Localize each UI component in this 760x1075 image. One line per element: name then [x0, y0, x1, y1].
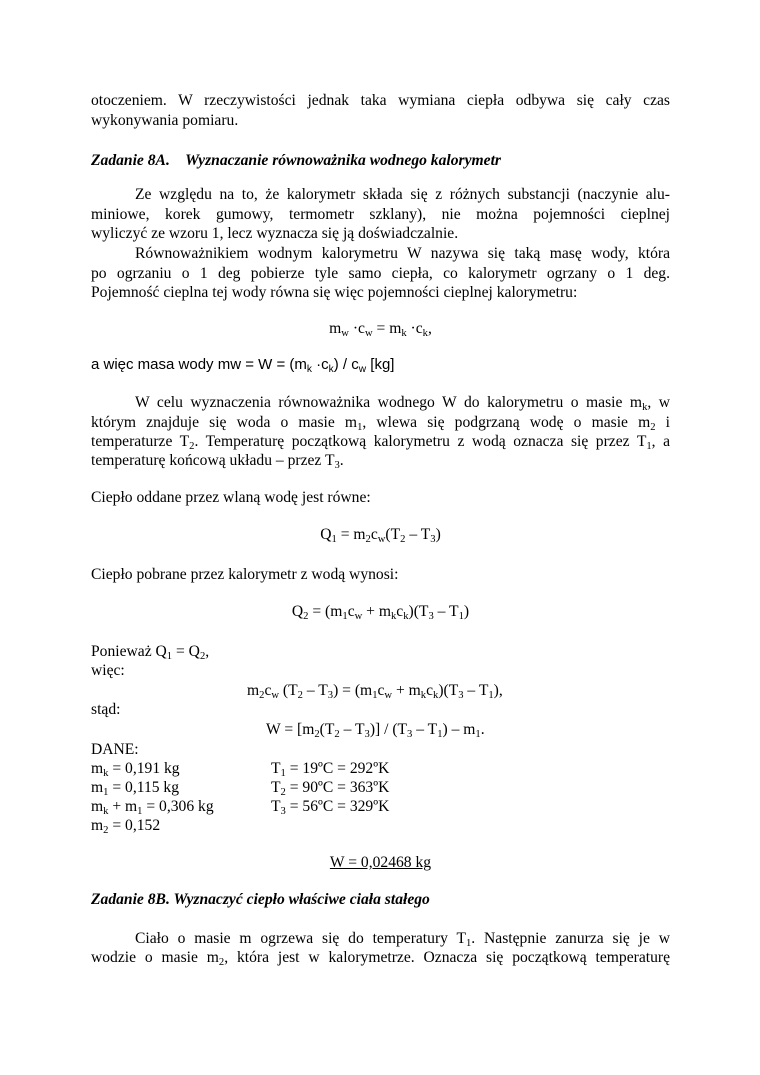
section-8a-heading-number: Zadanie 8A.	[91, 152, 170, 169]
p1-line-1: Ze względu na to, że kalorymetr składa się z różnych substancji (naczynie alu-	[135, 186, 670, 203]
given-label: DANE:	[91, 741, 139, 758]
given-mk: $m_k = 0,191$ kg	[91, 760, 180, 780]
equation-q2: $Q_2 = (m_1c_w + m_kc_k)(T_3 - T_1)$	[291, 603, 470, 623]
equation-heat-capacity: $m_w \cdot c_w = m_k \cdot c_k$,	[329, 320, 432, 340]
equation-w: $W = [m_2(T_2 - T_3)] / (T_3 - T_1) - m_1$.	[266, 721, 485, 741]
result-w: W = 0,02468 kg	[329, 854, 432, 871]
p8b-line-1: Ciało o masie m ogrzewa się do temperatury $T_1$. Następnie zanurza się je w	[135, 930, 670, 950]
given-t2: $T_2$ = 90ºC = 363ºK	[271, 779, 390, 799]
p3-line-1: W celu wyznaczenia równoważnika wodnego W do kalorymetru o masie $m_k$, w	[135, 394, 671, 414]
section-8a-heading-title: Wyznaczanie równoważnika wodnego kalorymetr	[185, 152, 501, 169]
p3-line-2: którym znajduje się woda o masie $m_1$, wlewa się podgrzaną wodę o masie $m_2$ i	[91, 414, 670, 434]
heat-released-label: Ciepło oddane przez wlaną wodę jest równe:	[91, 489, 371, 506]
hence-line: stąd:	[91, 701, 121, 718]
p2-line-2: po ogrzaniu o 1 deg pobierze tyle samo ciepła, co kalorymetr ogrzany o 1 deg.	[91, 265, 670, 282]
equation-balance: $m_2c_w$ $(T_2 - T_3) = (m_1c_w + m_kc_k)(T_3 - T_1)$,	[247, 682, 503, 702]
mass-of-water-line: a więc masa wody mw = $W = (m_k \cdot c_k) / c_w$ [kg]	[91, 356, 395, 376]
given-mk-plus-m1: $m_k + m_1 = 0,306$ kg	[91, 798, 214, 818]
p2-line-1: Równoważnikiem wodnym kalorymetru W nazywa się taką masę wody, która	[135, 245, 670, 262]
p3-line-4: temperaturę końcową układu – przez $T_3$.	[91, 452, 344, 472]
p3-line-3: temperaturze $T_2$. Temperaturę początkową kalorymetru z wodą oznacza się przez $T_1$, a	[91, 433, 670, 453]
section-8a-heading	[91, 151, 501, 171]
given-m2: $m_2 = 0,152$	[91, 817, 161, 837]
p1-line-3: wyliczyć ze wzoru 1, lecz wyznacza się ją doświadczalnie.	[91, 225, 459, 242]
given-t3: $T_3$ = 56ºC = 329ºK	[271, 798, 390, 818]
given-m1: $m_1 = 0,115$ kg	[91, 779, 180, 799]
so-line: więc:	[91, 662, 125, 679]
p2-line-3: Pojemność cieplna tej wody równa się więc pojemności cieplnej kalorymetru:	[91, 284, 578, 301]
intro-line-2: wykonywania pomiaru.	[91, 112, 239, 129]
p8b-line-2: wodzie o masie $m_2$, która jest w kalorymetrze. Oznacza się początkową temperaturę	[91, 949, 670, 969]
intro-line-1: otoczeniem. W rzeczywistości jednak taka wymiana ciepła odbywa się cały czas	[91, 92, 670, 109]
p1-line-2: miniowe, korek gumowy, termometr szklany), nie można pojemności cieplnej	[91, 206, 670, 223]
heat-absorbed-label: Ciepło pobrane przez kalorymetr z wodą wynosi:	[91, 566, 399, 583]
section-8b-heading: Zadanie 8B. Wyznaczyć ciepło właściwe ciała stałego	[91, 891, 430, 908]
given-t1: $T_1$ = 19ºC = 292ºK	[271, 760, 390, 780]
equation-q1: $Q_1 = m_2c_w(T_2 - T_3)$	[320, 526, 441, 546]
since-line: Ponieważ $Q_1 = Q_2$,	[91, 643, 210, 663]
